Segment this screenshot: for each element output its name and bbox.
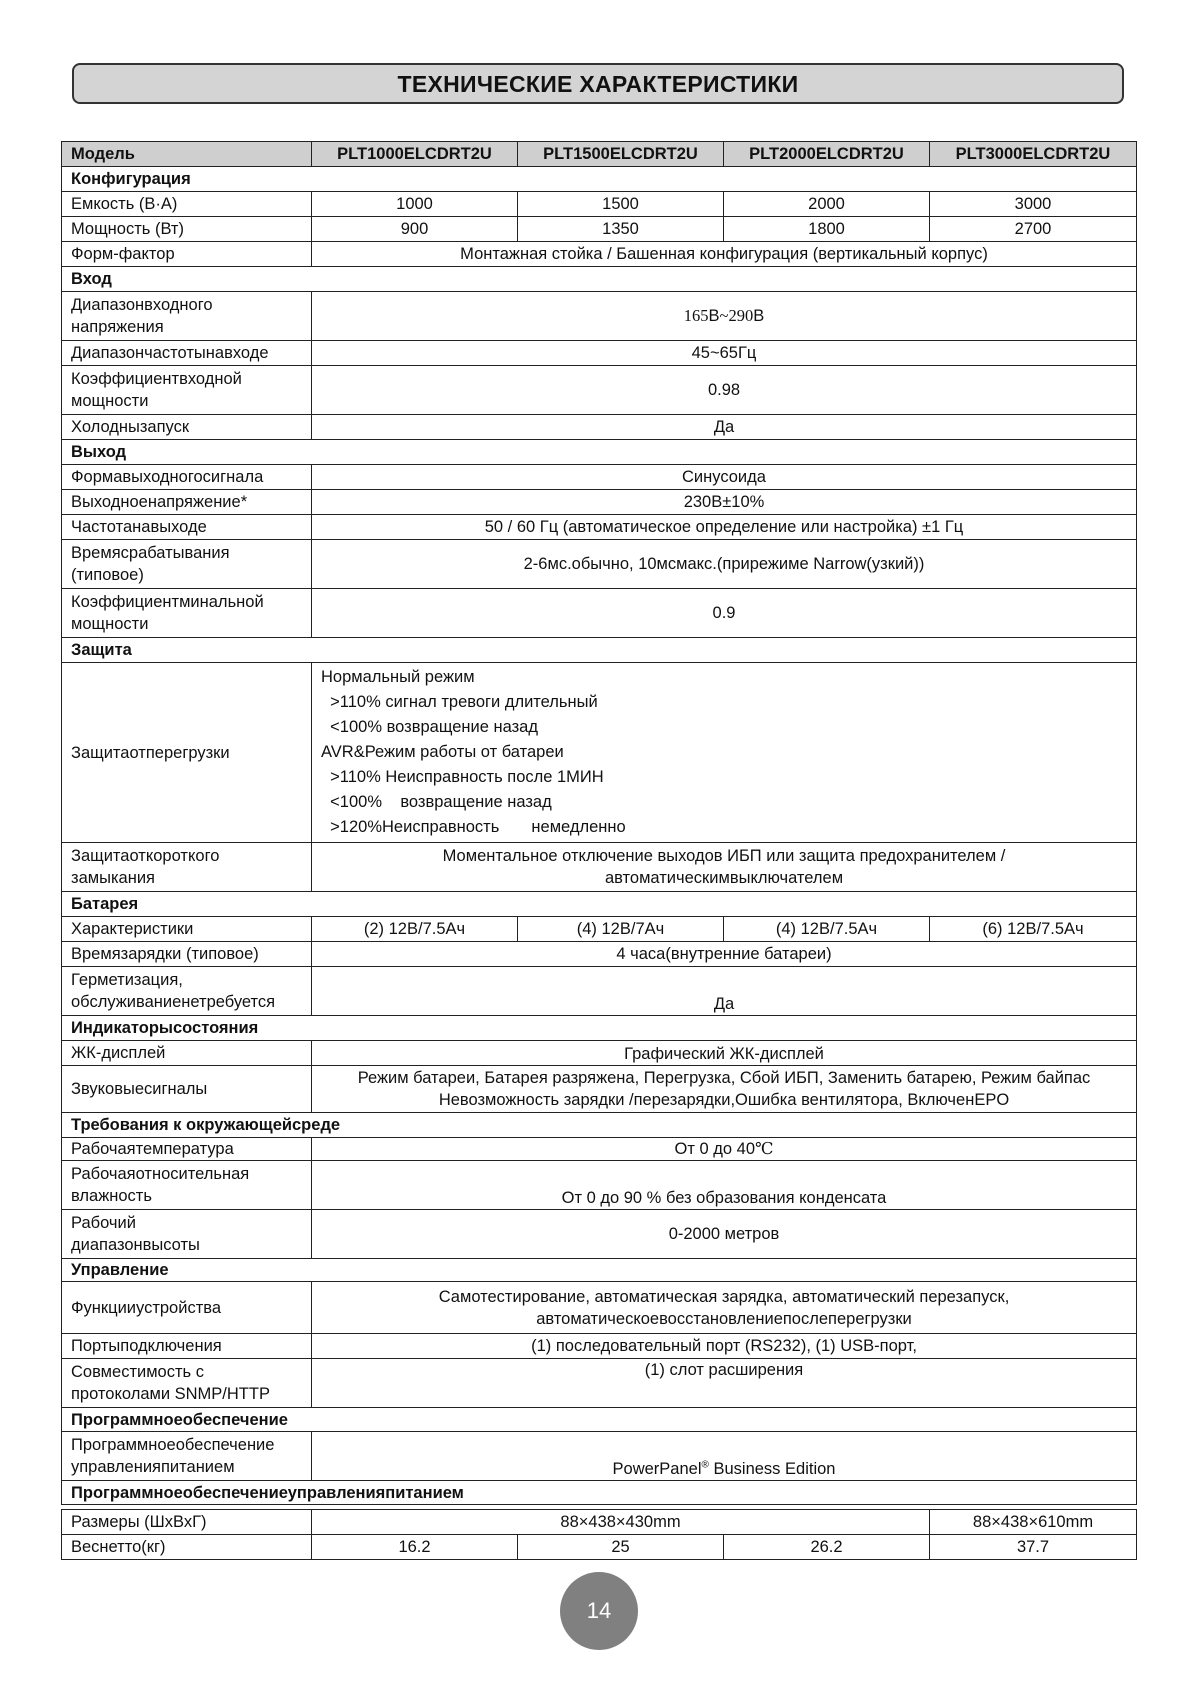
section-row xyxy=(62,1408,1137,1432)
transfer-time-label xyxy=(62,540,312,589)
table-row xyxy=(62,490,1137,515)
humidity-label xyxy=(62,1161,312,1210)
capacity-label: Емкость (В·А) xyxy=(62,192,312,217)
snmp-label xyxy=(62,1359,312,1408)
overload-value xyxy=(312,663,1137,843)
section-management: Управление xyxy=(62,1259,1137,1282)
celsius-unit: ℃ xyxy=(755,1139,774,1158)
output-pf-label-line: мощности xyxy=(71,615,149,633)
power-value: 2700 xyxy=(930,217,1137,242)
ports-value: (1) последовательный порт (RS232), (1) USB-порт, xyxy=(312,1334,1137,1359)
model-1: PLT1000ELCDRT2U xyxy=(312,142,518,167)
table-row xyxy=(62,1432,1137,1481)
functions-label: Функцииустройства xyxy=(62,1282,312,1334)
power-value: 1350 xyxy=(518,217,724,242)
power-mgmt-value xyxy=(312,1432,1137,1481)
table-header-row xyxy=(62,142,1137,167)
overload-line: Нормальный режим xyxy=(321,668,475,686)
functions-value xyxy=(312,1282,1137,1334)
overload-line: <100% возвращение назад xyxy=(321,793,552,811)
lcd-label: ЖК-дисплей xyxy=(62,1041,312,1066)
ports-label: Портыподключения xyxy=(62,1334,312,1359)
table-row xyxy=(62,1041,1137,1066)
input-freq-label: Диапазончастотынавходе xyxy=(62,341,312,366)
capacity-value: 2000 xyxy=(724,192,930,217)
physical-table xyxy=(61,1509,1137,1560)
input-voltage-label-line: напряжения xyxy=(71,318,164,336)
humidity-value: От 0 до 90 % без образования конденсата xyxy=(312,1161,1137,1210)
sealed-label-line: обслуживаниенетребуется xyxy=(71,993,276,1011)
table-row xyxy=(62,242,1137,267)
table-row xyxy=(62,1282,1137,1334)
cold-start-label: Холоднызапуск xyxy=(62,415,312,440)
spec-table xyxy=(61,141,1137,1505)
overload-line: >110% сигнал тревоги длительный xyxy=(321,693,598,711)
section-row xyxy=(62,638,1137,663)
short-circuit-label-line: Защитаоткороткого xyxy=(71,847,220,865)
power-mgmt-label xyxy=(62,1432,312,1481)
output-pf-value: 0.9 xyxy=(312,589,1137,638)
output-voltage-value: 230В±10% xyxy=(312,490,1137,515)
weight-value: 37.7 xyxy=(930,1535,1137,1560)
weight-label: Веснетто(кг) xyxy=(62,1535,312,1560)
snmp-label-line: Совместимость с xyxy=(71,1363,204,1381)
dims-label: Размеры (ШхВхГ) xyxy=(62,1510,312,1535)
power-mgmt-label-line: управленияпитанием xyxy=(71,1458,235,1476)
snmp-label-line: протоколами SNMP/HTTP xyxy=(71,1385,270,1403)
page-number-badge: 14 xyxy=(560,1572,638,1650)
section-row xyxy=(62,267,1137,292)
table-row xyxy=(62,663,1137,843)
section-row xyxy=(62,440,1137,465)
short-circuit-value xyxy=(312,843,1137,892)
input-pf-label-line: Коэффициентвходной xyxy=(71,370,242,388)
waveform-value: Синусоида xyxy=(312,465,1137,490)
section-software: Программноеобеспечение xyxy=(62,1408,1137,1432)
battery-spec-value: (4) 12В/7Ач xyxy=(518,917,724,942)
output-freq-label: Частотанавыходе xyxy=(62,515,312,540)
humidity-label-line: влажность xyxy=(71,1187,152,1205)
table-row xyxy=(62,217,1137,242)
alarms-label: Звуковыесигналы xyxy=(62,1066,312,1113)
transfer-time-label-line: (типовое) xyxy=(71,566,144,584)
table-row xyxy=(62,1510,1137,1535)
table-row xyxy=(62,967,1137,1016)
temp-value xyxy=(312,1138,1137,1161)
functions-value-line: Самотестирование, автоматическая зарядка, автоматический перезапуск, xyxy=(438,1287,1010,1306)
form-value: Монтажная стойка / Башенная конфигурация (вертикальный корпус) xyxy=(312,242,1137,267)
table-row xyxy=(62,589,1137,638)
lcd-value: Графический ЖК-дисплей xyxy=(312,1041,1137,1066)
input-voltage-label-line: Диапазонвходного xyxy=(71,296,213,314)
sealed-label xyxy=(62,967,312,1016)
input-voltage-label xyxy=(62,292,312,341)
section-battery: Батарея xyxy=(62,892,1137,917)
short-circuit-label-line: замыкания xyxy=(71,869,155,887)
charge-time-value: 4 часа(внутренние батареи) xyxy=(312,942,1137,967)
voltage-min: 165 xyxy=(683,306,709,325)
altitude-label xyxy=(62,1210,312,1259)
functions-value-line: автоматическоевосстановлениепослеперегрузки xyxy=(536,1309,912,1328)
table-row xyxy=(62,1359,1137,1408)
capacity-value: 3000 xyxy=(930,192,1137,217)
table-row xyxy=(62,465,1137,490)
altitude-label-line: Рабочий xyxy=(71,1214,136,1232)
transfer-time-value: 2-6мс.обычно, 10мсмакс.(прирежиме Narrow(узкий)) xyxy=(312,540,1137,589)
battery-spec-value: (2) 12В/7.5Ач xyxy=(312,917,518,942)
altitude-label-line: диапазонвысоты xyxy=(71,1236,200,1254)
table-row xyxy=(62,341,1137,366)
capacity-value: 1000 xyxy=(312,192,518,217)
overload-line: >110% Неисправность после 1МИН xyxy=(321,768,604,786)
alarms-value-line: Режим батареи, Батарея разряжена, Перегрузка, Сбой ИБП, Заменить батарею, Режим байпас xyxy=(357,1069,1091,1087)
section-row xyxy=(62,1113,1137,1138)
section-row xyxy=(62,1259,1137,1282)
output-pf-label-line: Коэффициентминальной xyxy=(71,593,264,611)
table-row xyxy=(62,292,1137,341)
weight-value: 25 xyxy=(518,1535,724,1560)
transfer-time-label-line: Времясрабатывания xyxy=(71,544,230,562)
input-pf-label-line: мощности xyxy=(71,392,149,410)
sealed-value: Да xyxy=(312,967,1137,1016)
model-header-label: Модель xyxy=(62,142,312,167)
input-freq-value: 45~65Гц xyxy=(312,341,1137,366)
voltage-max: 290 xyxy=(728,306,754,325)
power-value: 1800 xyxy=(724,217,930,242)
section-indicators: Индикаторысостояния xyxy=(62,1016,1137,1041)
dims-small-value: 88×438×430mm xyxy=(312,1510,930,1535)
battery-spec-value: (4) 12В/7.5Ач xyxy=(724,917,930,942)
charge-time-label: Времязарядки (типовое) xyxy=(62,942,312,967)
alarms-value xyxy=(312,1066,1137,1113)
battery-spec-value: (6) 12В/7.5Ач xyxy=(930,917,1137,942)
weight-value: 26.2 xyxy=(724,1535,930,1560)
temp-label: Рабочаятемпература xyxy=(62,1138,312,1161)
section-config: Конфигурация xyxy=(62,167,1137,192)
section-output: Выход xyxy=(62,440,1137,465)
short-circuit-label xyxy=(62,843,312,892)
alarms-value-line: Невозможность зарядки /перезарядки,Ошибка вентилятора, ВключенEPO xyxy=(438,1091,1010,1109)
table-row xyxy=(62,1210,1137,1259)
power-mgmt-label-line: Программноеобеспечение xyxy=(71,1436,275,1454)
weight-value: 16.2 xyxy=(312,1535,518,1560)
output-pf-label xyxy=(62,589,312,638)
section-protection: Защита xyxy=(62,638,1137,663)
table-row xyxy=(62,540,1137,589)
snmp-value: (1) слот расширения xyxy=(312,1359,1137,1408)
voltage-unit: В xyxy=(753,307,765,325)
short-circuit-value-line: автоматическимвыключателем xyxy=(604,869,844,887)
battery-spec-label: Характеристики xyxy=(62,917,312,942)
registered-mark: ® xyxy=(701,1459,709,1471)
overload-line: >120%Неисправность немедленно xyxy=(321,818,626,836)
short-circuit-value-line: Моментальное отключение выходов ИБП или защита предохранителем / xyxy=(442,847,1006,865)
section-row xyxy=(62,1016,1137,1041)
table-row xyxy=(62,843,1137,892)
table-row xyxy=(62,1161,1137,1210)
model-4: PLT3000ELCDRT2U xyxy=(930,142,1137,167)
voltage-unit: В xyxy=(708,307,720,325)
output-voltage-label: Выходноенапряжение* xyxy=(62,490,312,515)
output-freq-value: 50 / 60 Гц (автоматическое определение или настройка) ±1 Гц xyxy=(312,515,1137,540)
waveform-label: Формавыходногосигнала xyxy=(62,465,312,490)
table-row xyxy=(62,1535,1137,1560)
powerpanel-name: PowerPanel xyxy=(612,1460,702,1478)
dims-large-value: 88×438×610mm xyxy=(930,1510,1137,1535)
overload-line: AVR&Режим работы от батареи xyxy=(321,743,564,761)
table-row xyxy=(62,515,1137,540)
power-label: Мощность (Вт) xyxy=(62,217,312,242)
input-pf-label xyxy=(62,366,312,415)
table-row xyxy=(62,942,1137,967)
form-label: Форм-фактор xyxy=(62,242,312,267)
temp-range: От 0 до 40 xyxy=(674,1140,755,1158)
humidity-label-line: Рабочаяотносительная xyxy=(71,1165,250,1183)
page-title: ТЕХНИЧЕСКИЕ ХАРАКТЕРИСТИКИ xyxy=(72,63,1124,104)
table-row xyxy=(62,192,1137,217)
input-voltage-value xyxy=(312,292,1137,341)
table-row xyxy=(62,917,1137,942)
table-row xyxy=(62,1334,1137,1359)
section-row xyxy=(62,1481,1137,1505)
table-row xyxy=(62,1066,1137,1113)
table-row xyxy=(62,366,1137,415)
section-environment: Требования к окружающейсреде xyxy=(62,1113,1137,1138)
voltage-tilde: ~ xyxy=(719,306,729,325)
table-row xyxy=(62,415,1137,440)
powerpanel-edition: Business Edition xyxy=(708,1460,836,1478)
overload-label: Защитаотперегрузки xyxy=(62,663,312,843)
section-physical: Программноеобеспечениеуправленияпитанием xyxy=(62,1481,1137,1505)
input-pf-value: 0.98 xyxy=(312,366,1137,415)
table-row xyxy=(62,1138,1137,1161)
altitude-value: 0-2000 метров xyxy=(312,1210,1137,1259)
cold-start-value: Да xyxy=(312,415,1137,440)
model-2: PLT1500ELCDRT2U xyxy=(518,142,724,167)
overload-line: <100% возвращение назад xyxy=(321,718,538,736)
section-row xyxy=(62,892,1137,917)
section-row xyxy=(62,167,1137,192)
model-3: PLT2000ELCDRT2U xyxy=(724,142,930,167)
power-value: 900 xyxy=(312,217,518,242)
capacity-value: 1500 xyxy=(518,192,724,217)
sealed-label-line: Герметизация, xyxy=(71,971,183,989)
section-input: Вход xyxy=(62,267,1137,292)
